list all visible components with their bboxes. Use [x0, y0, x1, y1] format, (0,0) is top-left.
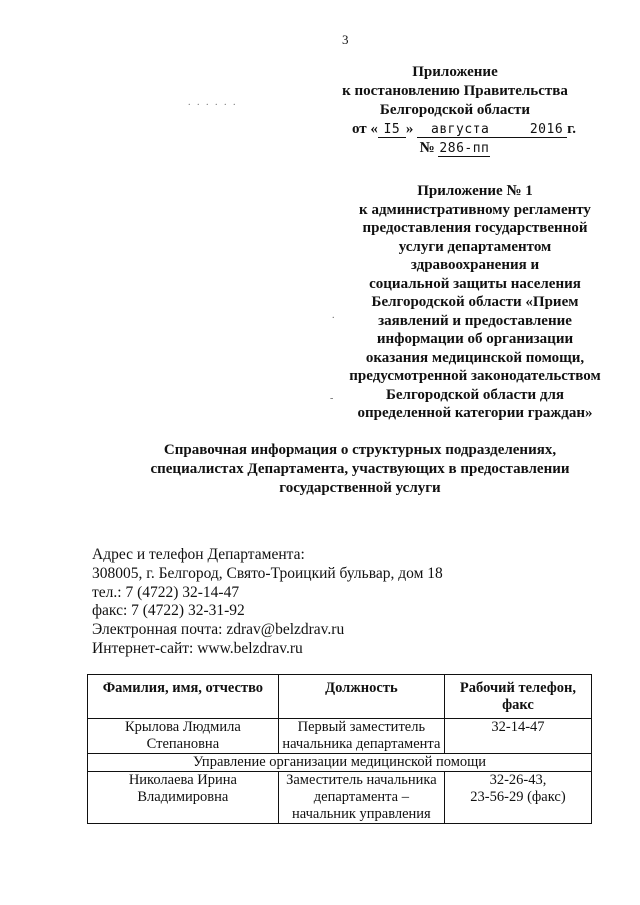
table-row [88, 719, 592, 754]
department-contacts [92, 546, 443, 659]
reglament-line: здравоохранения и [410, 257, 540, 273]
reglament-line: заявлений и предоставление [378, 312, 572, 329]
reglament-line: определенной категории граждан» [357, 405, 593, 421]
date-month-year [417, 122, 567, 138]
document-title [110, 441, 610, 498]
section-title: Управление организации медицинской помощи [88, 754, 592, 772]
document-title-line2: специалистах Департамента, участвующих в предоставлении [150, 461, 570, 477]
reglament-line: оказания медицинской помощи, [365, 349, 585, 366]
department-phone: тел.: 7 (4722) 32-14-47 [92, 583, 240, 601]
contacts-heading: Адрес и телефон Департамента: [92, 546, 305, 563]
department-website: Интернет-сайт: www.belzdrav.ru [92, 639, 303, 657]
reglament-line: Приложение № 1 [417, 183, 533, 199]
scan-mark: - [330, 393, 334, 404]
number-value: 286-пп [439, 141, 490, 156]
department-email: Электронная почта: zdrav@belzdrav.ru [92, 621, 345, 639]
date-year: 2016 [529, 122, 564, 137]
header-name: Фамилия, имя, отчество [88, 675, 279, 719]
date-mid: » [405, 121, 414, 137]
page-number: 3 [342, 32, 349, 47]
header-position: Должность [278, 675, 444, 719]
cell-name: Николаева Ирина Владимировна [88, 772, 279, 824]
number-prefix: № [419, 140, 435, 156]
scan-mark: . [332, 310, 335, 321]
reglament-line: Белгородской области «Прием [371, 294, 579, 310]
reglament-line: предоставления государственной [362, 220, 588, 236]
date-day: I5 [378, 122, 406, 138]
phone-line: 32-26-43, [489, 772, 547, 788]
reglament-header [330, 182, 620, 423]
table-header-row [88, 675, 592, 719]
reglament-line: Белгородской области для [385, 386, 564, 403]
reglament-line: социальной защиты населения [369, 275, 581, 292]
appendix-line2: Белгородской области [379, 102, 531, 118]
cell-position: Первый заместитель начальника департамента [278, 719, 444, 754]
stray-marks: . . . . . . [188, 97, 238, 108]
fax-line: 23-56-29 (факс) [470, 789, 566, 805]
date-prefix: от « [352, 121, 378, 137]
cell-phone: 32-14-47 [444, 719, 591, 754]
appendix-date [330, 120, 580, 139]
department-fax: факс: 7 (4722) 32-31-92 [92, 602, 245, 620]
cell-name: Крылова Людмила Степановна [88, 719, 279, 754]
header-phone: Рабочий телефон, факс [444, 675, 591, 719]
reglament-line: услуги департаментом [398, 238, 552, 255]
appendix-line1: к постановлению Правительства [342, 83, 568, 99]
cell-phone [444, 772, 591, 824]
reglament-line: предусмотренной законодательством [349, 368, 601, 384]
document-title-line3: государственной услуги [279, 480, 441, 496]
table-row [88, 772, 592, 824]
reglament-line: информации об организации [376, 331, 574, 347]
staff-table [87, 674, 592, 824]
department-address: 308005, г. Белгород, Свято-Троицкий бульвар, дом 18 [92, 564, 443, 582]
date-suffix: г. [567, 121, 577, 137]
document-title-line1: Справочная информация о структурных подразделениях, [163, 442, 557, 458]
appendix-header [330, 63, 580, 158]
cell-position: Заместитель начальника департамента – начальник управления [278, 772, 444, 824]
reglament-line: к административному регламенту [359, 201, 591, 218]
date-month: августа [431, 122, 490, 137]
appendix-title: Приложение [412, 64, 498, 80]
table-section-row [88, 754, 592, 772]
appendix-number [330, 139, 580, 158]
